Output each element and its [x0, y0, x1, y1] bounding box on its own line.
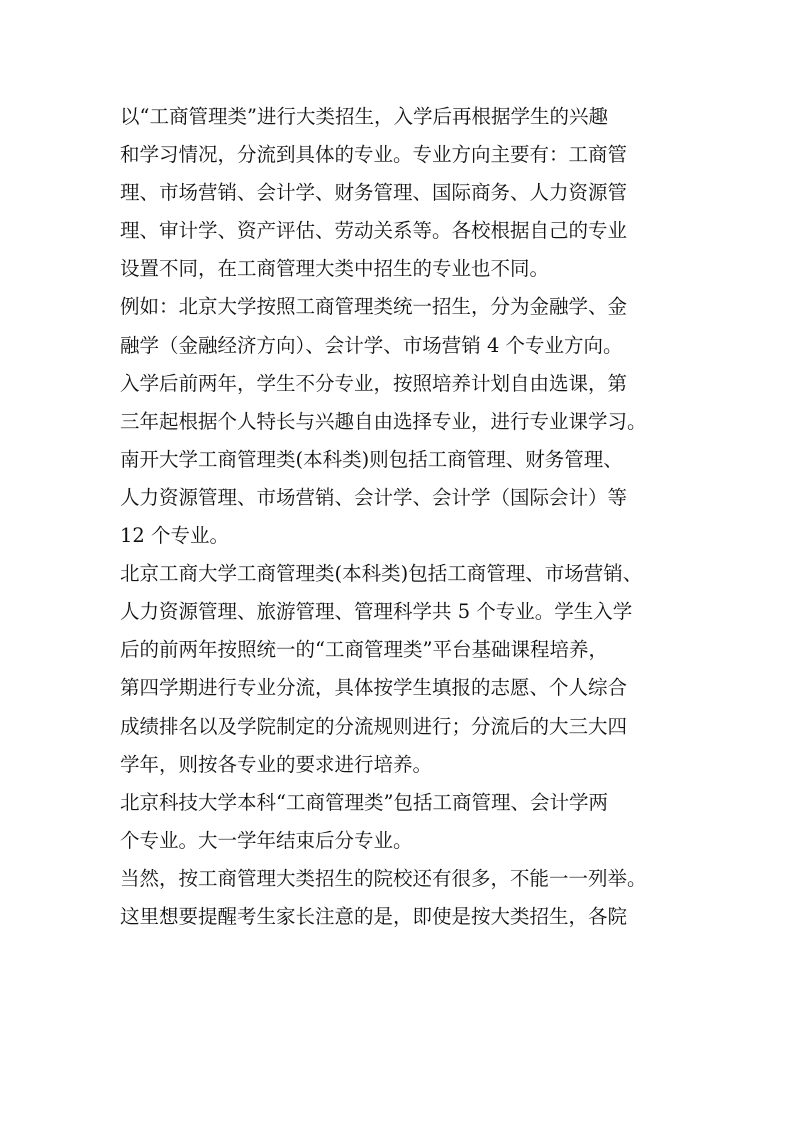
text-line: 当然，按工商管理大类招生的院校还有很多，不能一一列举。 — [120, 866, 647, 890]
text-line: 12 个专业。 — [120, 524, 230, 548]
text-line: 个专业。大一学年结束后分专业。 — [120, 828, 413, 852]
text-line: 第四学期进行专业分流，具体按学生填报的志愿、个人综合 — [120, 676, 628, 700]
text-line: 北京工商大学工商管理类(本科类)包括工商管理、市场营销、 — [120, 562, 643, 586]
text-line: 设置不同，在工商管理大类中招生的专业也不同。 — [120, 257, 550, 281]
text-line: 南开大学工商管理类(本科类)则包括工商管理、财务管理、 — [120, 447, 623, 471]
text-line: 理、市场营销、会计学、财务管理、国际商务、人力资源管 — [120, 181, 628, 205]
text-line: 和学习情况，分流到具体的专业。专业方向主要有：工商管 — [120, 143, 628, 167]
text-line: 人力资源管理、旅游管理、管理科学共 5 个专业。学生入学 — [120, 600, 633, 624]
text-line: 理、审计学、资产评估、劳动关系等。各校根据自己的专业 — [120, 219, 628, 243]
document-body — [120, 98, 680, 936]
text-line: 入学后前两年，学生不分专业，按照培养计划自由选课，第 — [120, 371, 628, 395]
text-line: 学年，则按各专业的要求进行培养。 — [120, 752, 433, 776]
text-line: 成绩排名以及学院制定的分流规则进行；分流后的大三大四 — [120, 714, 628, 738]
text-line: 后的前两年按照统一的“工商管理类”平台基础课程培养， — [120, 638, 608, 662]
text-line: 例如：北京大学按照工商管理类统一招生，分为金融学、金 — [120, 295, 628, 319]
text-line: 这里想要提醒考生家长注意的是，即使是按大类招生，各院 — [120, 904, 628, 928]
text-line: 以“工商管理类”进行大类招生，入学后再根据学生的兴趣 — [120, 105, 608, 128]
text-line: 三年起根据个人特长与兴趣自由选择专业，进行专业课学习。 — [120, 409, 647, 433]
text-line: 融学（金融经济方向）、会计学、市场营销 4 个专业方向。 — [120, 333, 623, 357]
text-line: 北京科技大学本科“工商管理类”包括工商管理、会计学两 — [120, 790, 608, 814]
text-line: 人力资源管理、市场营销、会计学、会计学（国际会计）等 — [120, 485, 628, 509]
